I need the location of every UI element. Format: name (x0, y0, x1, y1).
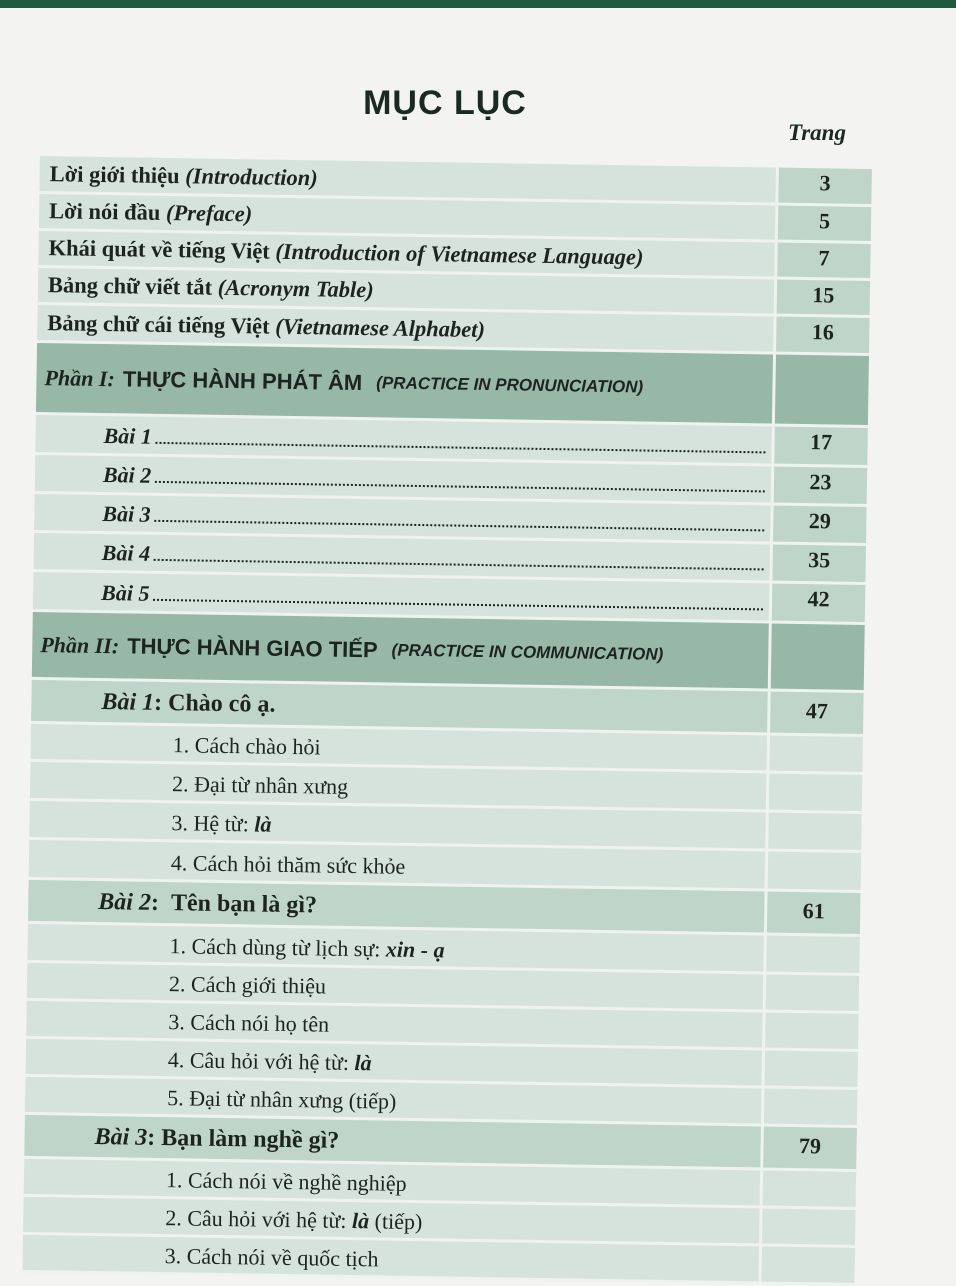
page-number: 47 (767, 691, 864, 734)
page-number: 42 (769, 584, 866, 623)
lesson-title: Tên bạn là gì? (170, 890, 318, 919)
table-of-contents (22, 156, 871, 1286)
leader-dots (155, 519, 765, 532)
lesson-label: Bài 5 (100, 580, 150, 606)
book-top-band (0, 0, 956, 8)
entry-label: Bảng chữ cái tiếng Việt (47, 310, 270, 339)
subitem-text: 1. Cách dùng từ lịch sự: (169, 933, 387, 962)
subitem-text: 5. Đại từ nhân xưng (tiếp) (167, 1085, 397, 1114)
part-label: Phần I (44, 364, 108, 391)
toc-row-p2-lesson2[interactable]: Bài 2 : Tên bạn là gì? 61 (28, 880, 861, 937)
page-number: 61 (764, 891, 861, 934)
subitem-emphasis: xin - ạ (385, 936, 445, 963)
subitem-text: 1. Cách nói về nghề nghiệp (165, 1167, 407, 1196)
page-number: 3 (775, 168, 872, 205)
part1-header[interactable]: Phần I : THỰC HÀNH PHÁT ÂM (PRACTICE IN PRONUNCIATION) (36, 343, 869, 428)
page-number: 35 (769, 545, 866, 583)
lesson-label: Bài 3 (94, 1123, 148, 1151)
lesson-title: Chào cô ạ. (167, 690, 276, 718)
page-number: 15 (774, 280, 871, 316)
subitem-emphasis: là (351, 1208, 370, 1234)
lesson-label: Bài 2 (98, 889, 152, 916)
subitem-text: 2. Câu hỏi với hệ từ: (165, 1205, 353, 1234)
leader-dots (155, 480, 765, 493)
part2-header[interactable]: Phần II : THỰC HÀNH GIAO TIẾP (PRACTICE IN COMMUNICATION) (32, 612, 865, 693)
part-label: Phần II (40, 631, 113, 658)
leader-dots (156, 441, 766, 454)
subitem-tail: (tiếp) (368, 1208, 423, 1235)
entry-english: (Introduction of Vietnamese Language) (275, 238, 644, 270)
lesson-title: Bạn làm nghề gì? (161, 1125, 340, 1154)
page-number: 17 (771, 427, 868, 466)
part-title: THỰC HÀNH GIAO TIẾP (127, 632, 378, 662)
leader-dots (153, 598, 763, 611)
page-number: 29 (770, 506, 867, 544)
page-column-label: Trang (788, 120, 846, 145)
subitem-text: 2. Cách giới thiệu (168, 971, 327, 999)
part-subtitle: (PRACTICE IN COMMUNICATION) (391, 640, 664, 664)
entry-english: (Acronym Table) (217, 274, 374, 303)
lesson-label: Bài 1 (103, 423, 153, 449)
page-number: 7 (774, 243, 871, 279)
toc-row-p2-lesson3[interactable]: Bài 3 : Bạn làm nghề gì? 79 (24, 1115, 857, 1172)
page-title: MỤC LỤC (363, 84, 527, 122)
entry-english: (Introduction) (185, 163, 318, 191)
page-number: 79 (760, 1126, 857, 1169)
entry-label: Bảng chữ viết tắt (47, 272, 213, 300)
toc-row-p2-lesson1[interactable]: Bài 1 : Chào cô ạ. 47 (31, 680, 864, 737)
entry-label: Khái quát về tiếng Việt (48, 235, 270, 264)
subitem-text: 3. Cách nói về quốc tịch (164, 1243, 379, 1272)
entry-label: Lời giới thiệu (49, 161, 180, 189)
page-number: 16 (773, 317, 870, 354)
subitem-emphasis: là (354, 1050, 372, 1076)
leader-dots (154, 558, 764, 571)
entry-english: (Preface) (165, 199, 253, 227)
lesson-label: Bài 2 (102, 462, 152, 488)
part-title: THỰC HÀNH PHÁT ÂM (122, 365, 363, 395)
subitem-emphasis: là (254, 811, 272, 837)
subitem-text: 4. Cách hỏi thăm sức khỏe (170, 850, 406, 879)
part-subtitle: (PRACTICE IN PRONUNCIATION) (376, 372, 644, 397)
lesson-label: Bài 1 (101, 689, 155, 716)
subitem-text: 2. Đại từ nhân xưng (171, 771, 349, 799)
page-number: 5 (775, 206, 872, 242)
entry-label: Lời nói đầu (48, 198, 161, 225)
subitem-text: 3. Hệ từ: (171, 810, 255, 837)
subitem-text: 3. Cách nói họ tên (168, 1009, 330, 1037)
subitem-text: 4. Câu hỏi với hệ từ: (167, 1047, 355, 1076)
lesson-label: Bài 4 (101, 540, 151, 566)
page-number: 23 (771, 467, 868, 505)
subitem-text: 1. Cách chào hỏi (172, 732, 321, 760)
entry-english: (Vietnamese Alphabet) (275, 313, 486, 343)
lesson-label: Bài 3 (102, 501, 151, 527)
